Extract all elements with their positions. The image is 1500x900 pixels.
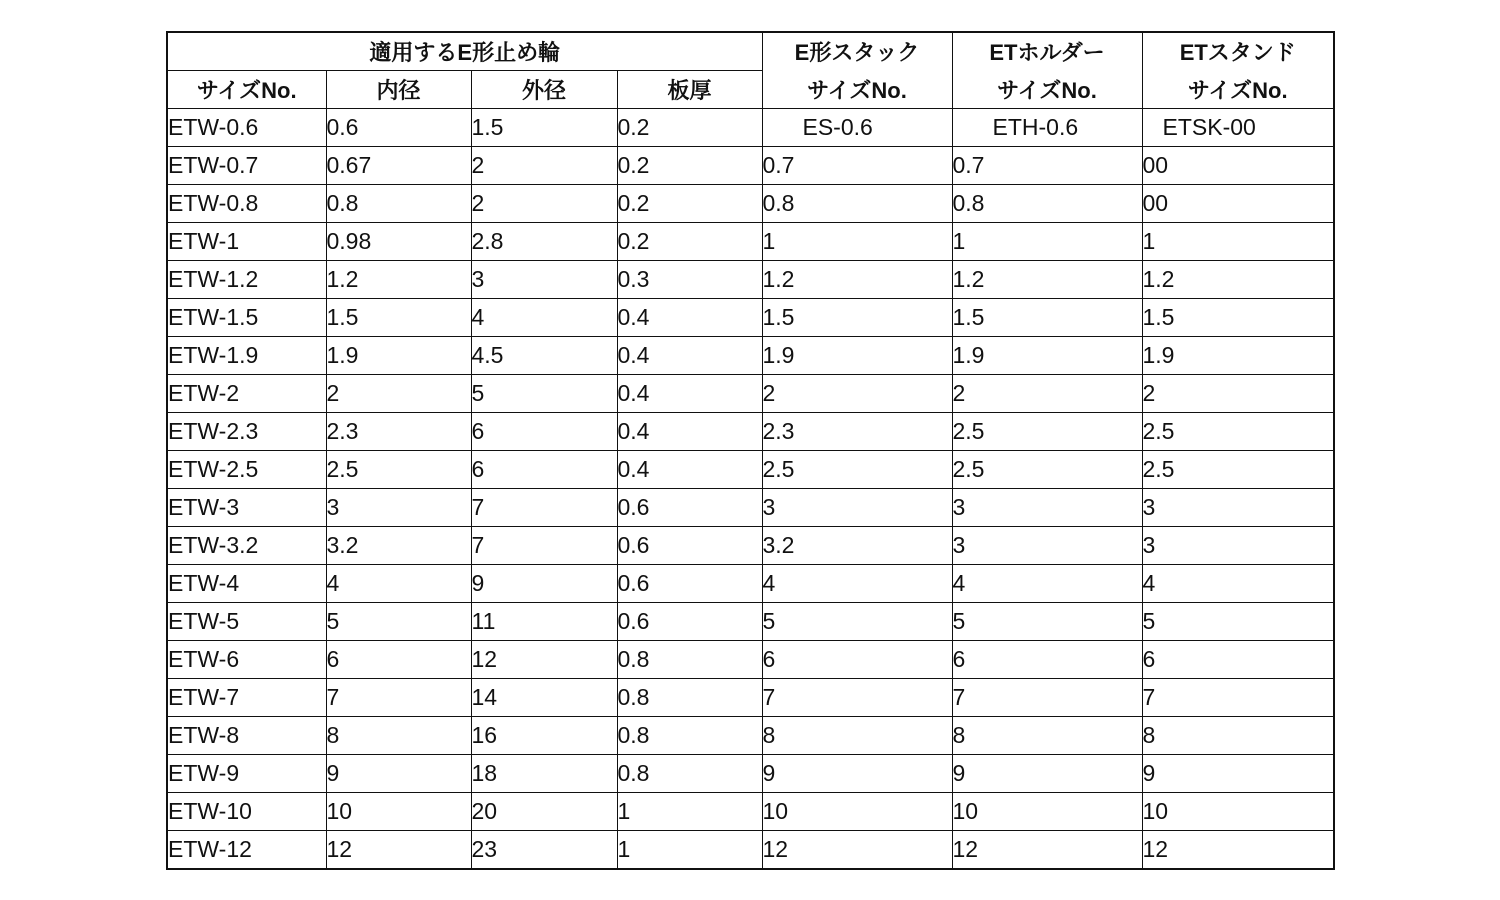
cell-et-holder-size: 0.7	[952, 147, 1142, 185]
cell-thickness: 1	[617, 793, 762, 831]
cell-size-no: ETW-0.8	[167, 185, 326, 223]
cell-et-holder-size: 1.9	[952, 337, 1142, 375]
header-outer-diameter: 外径	[471, 71, 617, 109]
cell-outer-diameter: 3	[471, 261, 617, 299]
cell-thickness: 0.8	[617, 641, 762, 679]
cell-et-holder-size: 1.2	[952, 261, 1142, 299]
cell-inner-diameter: 5	[326, 603, 471, 641]
cell-e-stack-size: 0.8	[762, 185, 952, 223]
table-row	[167, 223, 1334, 261]
cell-inner-diameter: 10	[326, 793, 471, 831]
header-e-stack-size: サイズNo.	[762, 71, 952, 109]
cell-size-no: ETW-10	[167, 793, 326, 831]
cell-e-stack-size: 3	[762, 489, 952, 527]
cell-et-holder-size: 3	[952, 489, 1142, 527]
cell-size-no: ETW-1.5	[167, 299, 326, 337]
cell-e-stack-size: ES-0.6	[762, 109, 952, 147]
cell-e-stack-size: 8	[762, 717, 952, 755]
table-row	[167, 603, 1334, 641]
header-et-holder-size: サイズNo.	[952, 71, 1142, 109]
cell-size-no: ETW-1	[167, 223, 326, 261]
cell-et-stand-size: 8	[1142, 717, 1334, 755]
table-row	[167, 641, 1334, 679]
cell-size-no: ETW-2	[167, 375, 326, 413]
cell-thickness: 0.8	[617, 717, 762, 755]
cell-et-holder-size: 8	[952, 717, 1142, 755]
cell-inner-diameter: 9	[326, 755, 471, 793]
cell-et-stand-size: 6	[1142, 641, 1334, 679]
cell-e-stack-size: 1.9	[762, 337, 952, 375]
table-row	[167, 717, 1334, 755]
cell-size-no: ETW-0.6	[167, 109, 326, 147]
cell-e-stack-size: 1.5	[762, 299, 952, 337]
cell-size-no: ETW-4	[167, 565, 326, 603]
cell-e-stack-size: 2.3	[762, 413, 952, 451]
cell-e-stack-size: 9	[762, 755, 952, 793]
cell-e-stack-size: 0.7	[762, 147, 952, 185]
cell-inner-diameter: 2.3	[326, 413, 471, 451]
cell-et-holder-size: 1.5	[952, 299, 1142, 337]
cell-size-no: ETW-1.9	[167, 337, 326, 375]
cell-size-no: ETW-0.7	[167, 147, 326, 185]
cell-thickness: 0.6	[617, 603, 762, 641]
cell-thickness: 0.6	[617, 565, 762, 603]
table-row	[167, 413, 1334, 451]
cell-et-holder-size: 2.5	[952, 451, 1142, 489]
cell-thickness: 0.2	[617, 223, 762, 261]
table-row	[167, 337, 1334, 375]
cell-thickness: 0.2	[617, 109, 762, 147]
table-row	[167, 755, 1334, 793]
cell-thickness: 0.6	[617, 527, 762, 565]
header-et-stand-size: サイズNo.	[1142, 71, 1334, 109]
cell-thickness: 0.4	[617, 451, 762, 489]
cell-size-no: ETW-3.2	[167, 527, 326, 565]
table-row	[167, 375, 1334, 413]
table-body	[167, 109, 1334, 870]
table-row	[167, 527, 1334, 565]
cell-outer-diameter: 16	[471, 717, 617, 755]
cell-et-stand-size: 00	[1142, 147, 1334, 185]
table-header	[167, 32, 1334, 109]
table-row	[167, 793, 1334, 831]
table-row	[167, 679, 1334, 717]
cell-e-stack-size: 7	[762, 679, 952, 717]
table-row	[167, 185, 1334, 223]
cell-outer-diameter: 7	[471, 489, 617, 527]
cell-outer-diameter: 9	[471, 565, 617, 603]
table-row	[167, 109, 1334, 147]
cell-inner-diameter: 1.5	[326, 299, 471, 337]
cell-thickness: 1	[617, 831, 762, 870]
cell-thickness: 0.4	[617, 413, 762, 451]
cell-outer-diameter: 7	[471, 527, 617, 565]
cell-et-stand-size: 00	[1142, 185, 1334, 223]
header-inner-diameter: 内径	[326, 71, 471, 109]
cell-e-stack-size: 2	[762, 375, 952, 413]
cell-e-stack-size: 6	[762, 641, 952, 679]
cell-outer-diameter: 23	[471, 831, 617, 870]
header-applicable-e-ring: 適用するE形止め輪	[167, 32, 762, 71]
cell-et-holder-size: 5	[952, 603, 1142, 641]
cell-et-holder-size: 9	[952, 755, 1142, 793]
cell-e-stack-size: 1.2	[762, 261, 952, 299]
cell-et-holder-size: 1	[952, 223, 1142, 261]
cell-inner-diameter: 1.9	[326, 337, 471, 375]
cell-et-stand-size: 2.5	[1142, 413, 1334, 451]
cell-inner-diameter: 0.6	[326, 109, 471, 147]
cell-inner-diameter: 0.8	[326, 185, 471, 223]
cell-inner-diameter: 12	[326, 831, 471, 870]
cell-inner-diameter: 6	[326, 641, 471, 679]
cell-outer-diameter: 2.8	[471, 223, 617, 261]
cell-e-stack-size: 5	[762, 603, 952, 641]
header-e-stack: E形スタック	[762, 32, 952, 71]
cell-outer-diameter: 2	[471, 147, 617, 185]
header-et-stand: ETスタンド	[1142, 32, 1334, 71]
cell-outer-diameter: 12	[471, 641, 617, 679]
cell-thickness: 0.4	[617, 375, 762, 413]
cell-et-holder-size: 10	[952, 793, 1142, 831]
cell-inner-diameter: 0.67	[326, 147, 471, 185]
cell-size-no: ETW-3	[167, 489, 326, 527]
cell-et-stand-size: 2.5	[1142, 451, 1334, 489]
header-row-top	[167, 32, 1334, 71]
cell-thickness: 0.2	[617, 147, 762, 185]
cell-outer-diameter: 2	[471, 185, 617, 223]
table-row	[167, 299, 1334, 337]
cell-et-holder-size: 7	[952, 679, 1142, 717]
cell-inner-diameter: 4	[326, 565, 471, 603]
cell-et-holder-size: 6	[952, 641, 1142, 679]
header-size-no: サイズNo.	[167, 71, 326, 109]
cell-thickness: 0.4	[617, 299, 762, 337]
cell-inner-diameter: 8	[326, 717, 471, 755]
cell-inner-diameter: 3.2	[326, 527, 471, 565]
spec-table	[166, 31, 1335, 870]
cell-thickness: 0.8	[617, 679, 762, 717]
table-row	[167, 831, 1334, 870]
cell-et-stand-size: 9	[1142, 755, 1334, 793]
cell-outer-diameter: 1.5	[471, 109, 617, 147]
cell-et-stand-size: ETSK-00	[1142, 109, 1334, 147]
cell-e-stack-size: 3.2	[762, 527, 952, 565]
table-row	[167, 451, 1334, 489]
cell-et-holder-size: 0.8	[952, 185, 1142, 223]
cell-size-no: ETW-1.2	[167, 261, 326, 299]
cell-inner-diameter: 0.98	[326, 223, 471, 261]
cell-size-no: ETW-5	[167, 603, 326, 641]
cell-thickness: 0.4	[617, 337, 762, 375]
cell-et-stand-size: 1	[1142, 223, 1334, 261]
cell-et-stand-size: 4	[1142, 565, 1334, 603]
cell-et-stand-size: 3	[1142, 527, 1334, 565]
cell-size-no: ETW-6	[167, 641, 326, 679]
cell-inner-diameter: 2.5	[326, 451, 471, 489]
cell-et-holder-size: 2	[952, 375, 1142, 413]
table-row	[167, 261, 1334, 299]
cell-e-stack-size: 4	[762, 565, 952, 603]
table-row	[167, 147, 1334, 185]
cell-e-stack-size: 1	[762, 223, 952, 261]
cell-et-stand-size: 10	[1142, 793, 1334, 831]
cell-outer-diameter: 6	[471, 451, 617, 489]
table-row	[167, 565, 1334, 603]
cell-size-no: ETW-2.5	[167, 451, 326, 489]
cell-size-no: ETW-9	[167, 755, 326, 793]
cell-et-stand-size: 2	[1142, 375, 1334, 413]
cell-et-stand-size: 7	[1142, 679, 1334, 717]
cell-outer-diameter: 6	[471, 413, 617, 451]
cell-e-stack-size: 2.5	[762, 451, 952, 489]
cell-outer-diameter: 20	[471, 793, 617, 831]
cell-thickness: 0.6	[617, 489, 762, 527]
cell-et-stand-size: 1.2	[1142, 261, 1334, 299]
table-row	[167, 489, 1334, 527]
cell-et-stand-size: 1.9	[1142, 337, 1334, 375]
cell-thickness: 0.2	[617, 185, 762, 223]
cell-inner-diameter: 7	[326, 679, 471, 717]
cell-inner-diameter: 1.2	[326, 261, 471, 299]
cell-et-stand-size: 12	[1142, 831, 1334, 870]
cell-inner-diameter: 3	[326, 489, 471, 527]
cell-et-stand-size: 5	[1142, 603, 1334, 641]
cell-et-holder-size: 2.5	[952, 413, 1142, 451]
header-et-holder: ETホルダー	[952, 32, 1142, 71]
cell-e-stack-size: 12	[762, 831, 952, 870]
cell-et-holder-size: 12	[952, 831, 1142, 870]
cell-size-no: ETW-12	[167, 831, 326, 870]
cell-outer-diameter: 5	[471, 375, 617, 413]
header-row-bottom	[167, 71, 1334, 109]
cell-e-stack-size: 10	[762, 793, 952, 831]
cell-size-no: ETW-7	[167, 679, 326, 717]
cell-size-no: ETW-2.3	[167, 413, 326, 451]
cell-et-stand-size: 1.5	[1142, 299, 1334, 337]
cell-outer-diameter: 14	[471, 679, 617, 717]
header-thickness: 板厚	[617, 71, 762, 109]
cell-thickness: 0.8	[617, 755, 762, 793]
cell-et-holder-size: 3	[952, 527, 1142, 565]
cell-size-no: ETW-8	[167, 717, 326, 755]
cell-et-holder-size: ETH-0.6	[952, 109, 1142, 147]
cell-inner-diameter: 2	[326, 375, 471, 413]
cell-et-stand-size: 3	[1142, 489, 1334, 527]
cell-outer-diameter: 4	[471, 299, 617, 337]
cell-outer-diameter: 4.5	[471, 337, 617, 375]
cell-outer-diameter: 11	[471, 603, 617, 641]
cell-et-holder-size: 4	[952, 565, 1142, 603]
cell-thickness: 0.3	[617, 261, 762, 299]
cell-outer-diameter: 18	[471, 755, 617, 793]
